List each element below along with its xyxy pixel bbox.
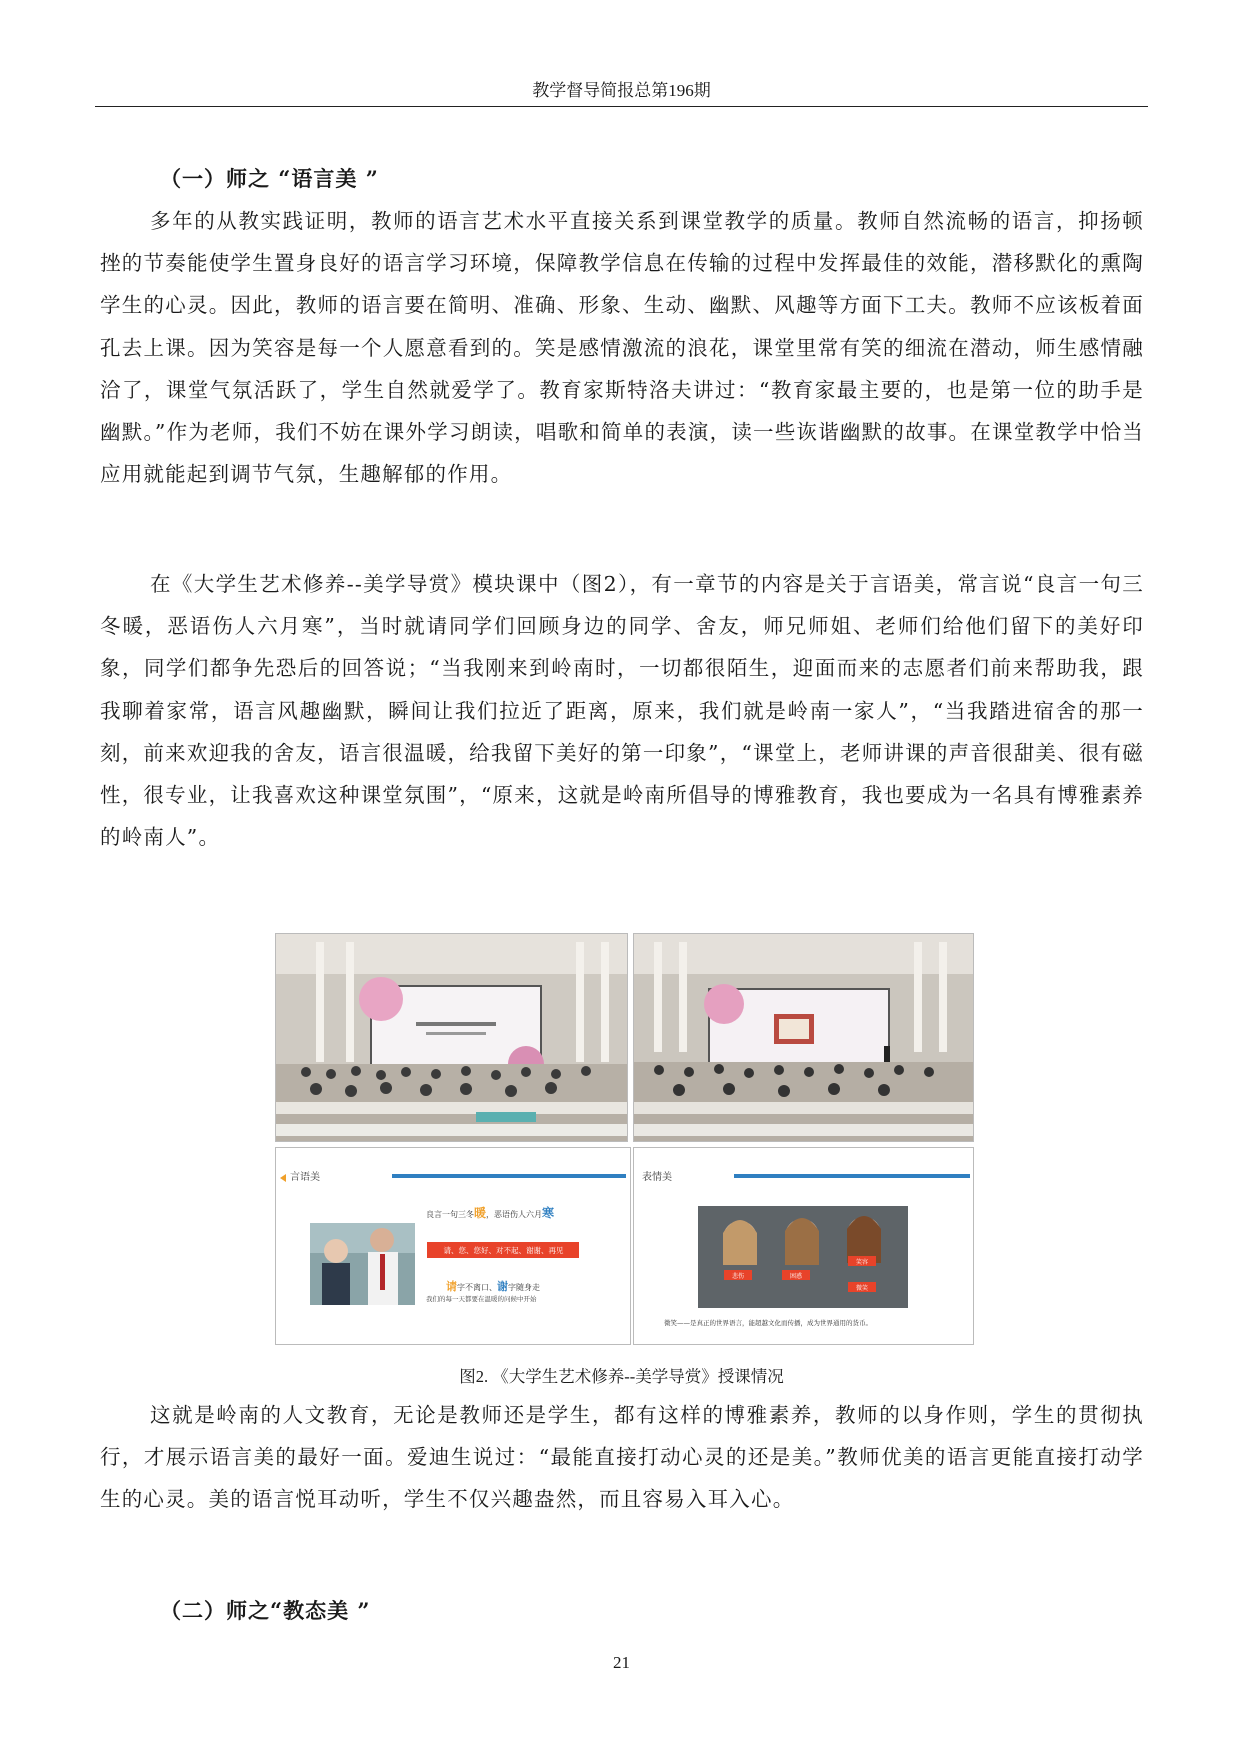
slide-right-title: 表情美 <box>642 1172 672 1183</box>
slide-left-line1: 良言一句三冬暖，恶语伤人六月寒 <box>426 1206 555 1220</box>
slide-language-beauty <box>275 1147 631 1345</box>
slide-right-caption: 微笑——是真正的世界语言，能超越文化而传播，成为世界通用的货币。 <box>664 1319 872 1327</box>
slide-expression-beauty <box>633 1147 974 1345</box>
figure-caption: 图2. 《大学生艺术修养--美学导赏》授课情况 <box>459 1367 784 1386</box>
slide-right-tag-3: 笑容 <box>855 1259 868 1266</box>
slide-left-title: 言语美 <box>290 1172 320 1183</box>
page-number: 21 <box>613 1653 630 1672</box>
slide-right-tag-4: 微笑 <box>855 1285 868 1292</box>
slide-left-polite-words: 请、您、您好、对不起、谢谢、再见 <box>443 1246 564 1255</box>
paragraph-3: 这就是岭南的人文教育，无论是教师还是学生，都有这样的博雅素养，教师的以身作则，学生的贯彻执行，才展示语言美的最好一面。爱迪生说过：“最能直接打动心灵的还是美。”教师优美的语言更能直接打动学生的心灵。美的语言悦耳动听，学生不仅兴趣盎然，而且容易入耳入心。 <box>100 1403 1144 1512</box>
slide-right-tag-2: 困惑 <box>789 1273 802 1280</box>
section-heading-teaching-manner: （二）师之“教态美 ” <box>160 1598 371 1623</box>
slide-right-tag-1: 悲伤 <box>731 1273 744 1280</box>
paragraph-2: 在《大学生艺术修养--美学导赏》模块课中（图2），有一章节的内容是关于言语美，常言说“良言一句三冬暖，恶语伤人六月寒”，当时就请同学们回顾身边的同学、舍友，师兄师姐、老师们给他们留下的美好印象，同学们都争先恐后的回答说；“当我刚来到岭南时，一切都很陌生，迎面而来的志愿者们前来帮助我，跟我聊着家常，语言风趣幽默，瞬间让我们拉近了距离，原来，我们就是岭南一家人”，“当我踏进宿舍的那一刻，前来欢迎我的舍友，语言很温暖，给我留下美好的第一印象”，“课堂上，老师讲课的声音很甜美、很有磁性，很专业，让我喜欢这种课堂氛围”，“原来，这就是岭南所倡导的博雅教育，我也要成为一名具有博雅素养的岭南人”。 <box>100 572 1144 850</box>
classroom-photo-2 <box>633 933 974 1142</box>
paragraph-1: 多年的从教实践证明，教师的语言艺术水平直接关系到课堂教学的质量。教师自然流畅的语言，抑扬顿挫的节奏能使学生置身良好的语言学习环境，保障教学信息在传输的过程中发挥最佳的效能，潜移默化的熏陶学生的心灵。因此，教师的语言要在简明、准确、形象、生动、幽默、风趣等方面下工夫。教师不应该板着面孔去上课。因为笑容是每一个人愿意看到的。笑是感情激流的浪花，课堂里常有笑的细流在潜动，师生感情融洽了，课堂气氛活跃了，学生自然就爱学了。教育家斯特洛夫讲过：“教育家最主要的，也是第一位的助手是幽默。”作为老师，我们不妨在课外学习朗读，唱歌和简单的表演，读一些诙谐幽默的故事。在课堂教学中恰当应用就能起到调节气氛，生趣解郁的作用。 <box>100 209 1144 487</box>
classroom-photo-1 <box>275 933 628 1142</box>
header-divider <box>95 106 1148 107</box>
page-header: 教学督导简报总第196期 <box>532 81 711 100</box>
slide-left-line2: 请字不离口、谢字随身走 <box>446 1280 540 1293</box>
figure-2 <box>275 933 974 1344</box>
slide-left-line3: 我们的每一天都要在温暖的问候中开始 <box>426 1295 537 1303</box>
section-heading-language-beauty: （一）师之 “语言美 ” <box>160 166 379 191</box>
